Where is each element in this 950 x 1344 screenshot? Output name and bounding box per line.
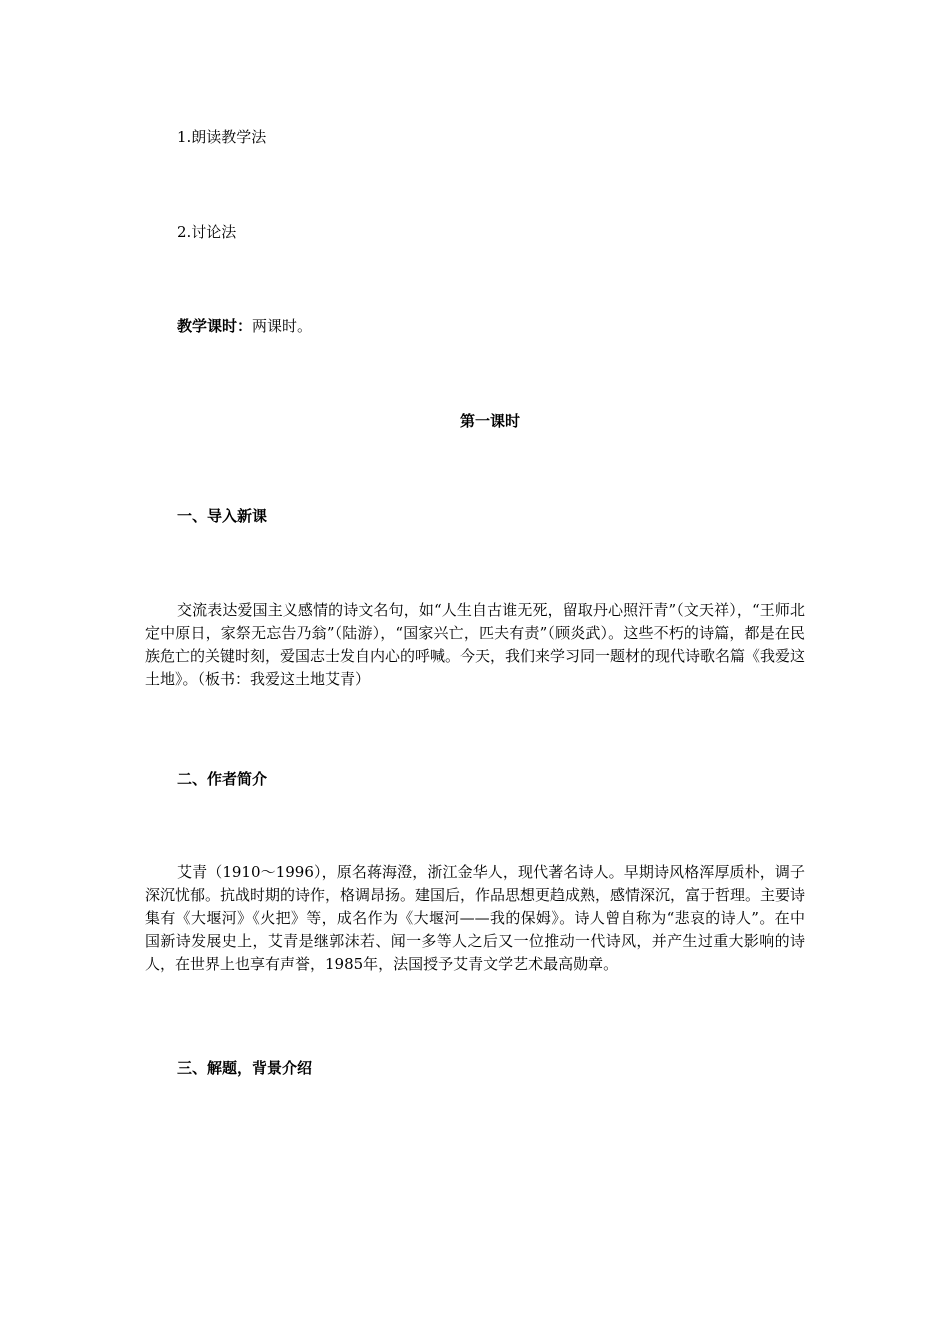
method-item-1: 1.朗读教学法 (177, 128, 267, 146)
section-heading-intro: 一、导入新课 (177, 507, 268, 525)
section-body-intro: 交流表达爱国主义感情的诗文名句，如“人生自古谁无死，留取丹心照汗青”（文天祥），“王师北定中原日，家祭无忘告乃翁”（陆游），“国家兴亡，匹夫有责”（顾炎武）。这些不朽的诗篇，都是在民族危亡的关键时刻，爱国志士发自内心的呼喊。今天，我们来学习同一题材的现代诗歌名篇《我爱这土地》。（板书：我爱这土地艾青） (145, 601, 806, 688)
section-heading-background: 三、解题，背景介绍 (177, 1059, 313, 1077)
class-hours-value: 两课时。 (252, 317, 313, 335)
class-hours-line (177, 316, 312, 336)
method-item-2: 2.讨论法 (177, 223, 237, 241)
class-hours-label: 教学课时： (177, 317, 253, 335)
lesson-title: 第一课时 (459, 412, 520, 430)
section-heading-author: 二、作者简介 (177, 770, 268, 788)
section-body-author: 艾青（1910～1996），原名蒋海澄，浙江金华人，现代著名诗人。早期诗风格浑厚质朴，调子深沉忧郁。抗战时期的诗作，格调昂扬。建国后，作品思想更趋成熟，感情深沉，富于哲理。主要诗集有《大堰河》《火把》等，成名作为《大堰河——我的保姆》。诗人曾自称为“悲哀的诗人”。在中国新诗发展史上，艾青是继郭沫若、闻一多等人之后又一位推动一代诗风，并产生过重大影响的诗人，在世界上也享有声誉，1985年，法国授予艾青文学艺术最高勋章。 (145, 863, 806, 973)
